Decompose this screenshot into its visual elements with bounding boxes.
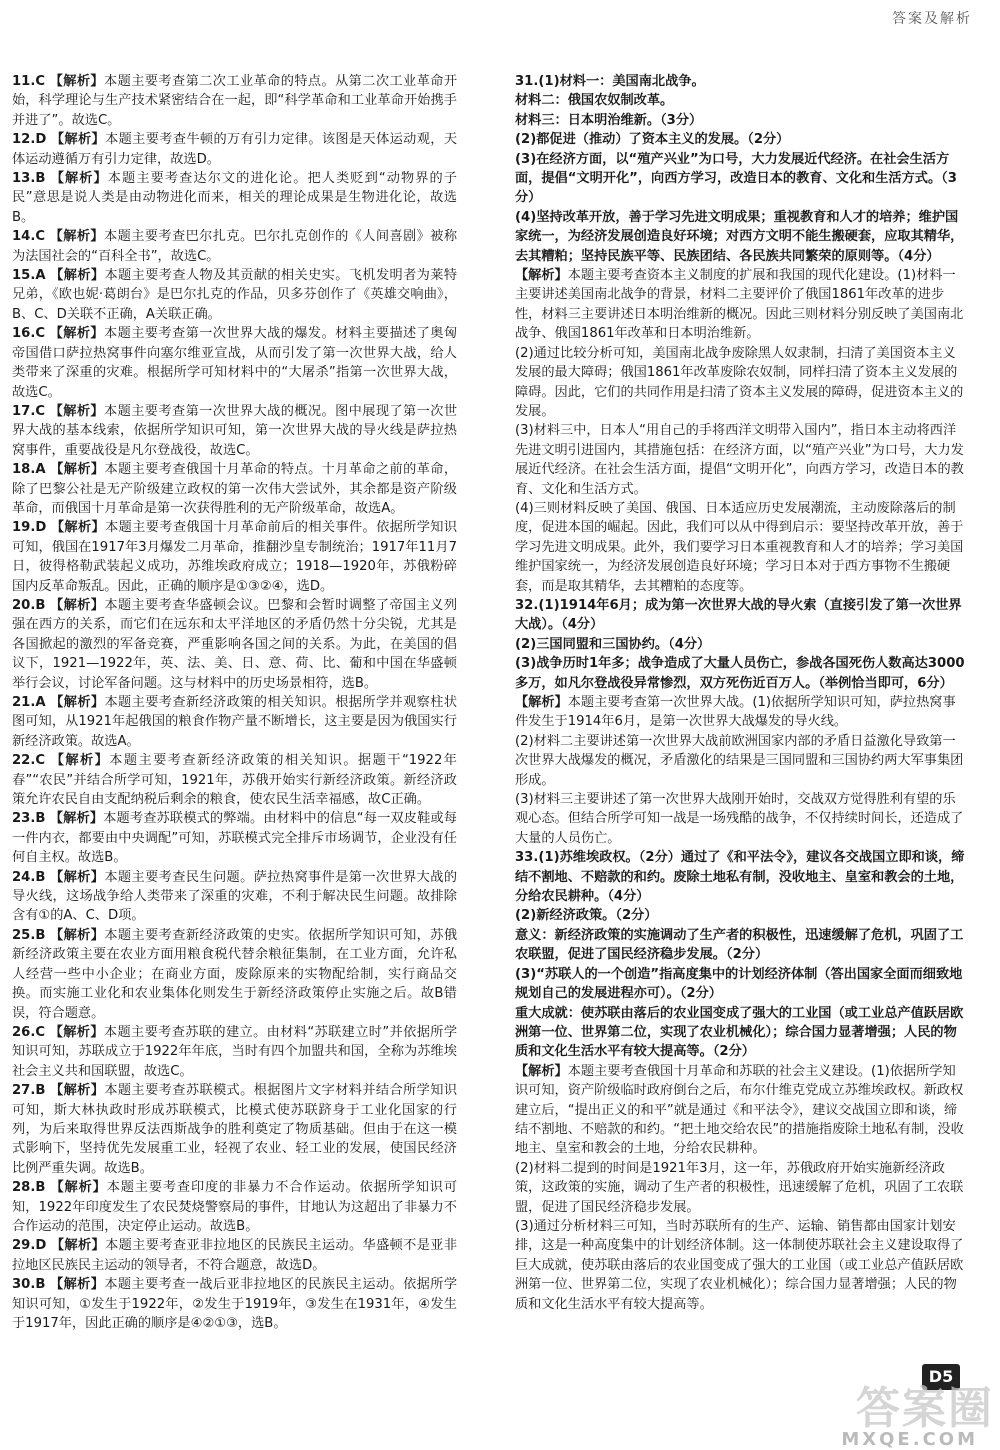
answer-text: (3)在经济方面，以“殖产兴业”为口号，大力发展近代经济。在社会生活方面，提倡“文明开化”，向西方学习，改造日本的教育、文化和生活方式。（3分）	[515, 151, 957, 206]
analysis-text: (2)材料二主要讲述第一次世界大战前欧洲国家内部的矛盾日益激化导致第一次世界大战爆发的概况，矛盾激化的结果是三国同盟和三国协约两大军事集团形成。	[515, 733, 964, 788]
watermark-logo: 答案圈	[856, 1383, 994, 1434]
analysis-text: 本题主要考查巴尔扎克。巴尔扎克创作的《人间喜剧》被称为法国社会的“百科全书”，故选C。	[12, 229, 458, 264]
right-column	[515, 72, 965, 1314]
analysis-text: 本题主要考查达尔文的进化论。把人类贬到“动物界的子民”意思是说人类是由动物进化而来，相关的理论成果是生物进化论，故选B。	[12, 171, 457, 225]
analysis-tag: 【解析】	[50, 132, 106, 148]
analysis-text: 本题主要考查新经济政策的史实。依据所学知识可知，苏俄新经济政策主要在农业方面用粮食税代替余粮征集制，在工业方面，允许私人经营一些中小企业；在商业方面，废除原来的实物配给制，实行商品交换。而实施工业化和农业集体化则发生于新经济政策停止实施之后。故B错误，符合题意。	[12, 927, 458, 1021]
analysis-tag: 【解析】	[50, 869, 105, 885]
analysis-paragraph	[515, 1159, 965, 1217]
answer-item	[12, 227, 457, 266]
analysis-tag: 【解析】	[50, 171, 108, 187]
answer-number: 21.A	[12, 695, 46, 710]
answer-item	[12, 1236, 457, 1275]
analysis-tag: 【解析】	[50, 753, 110, 769]
answer-text: (3)战争历时1年多；战争造成了大量人员伤亡，参战各国死伤人数高达3000多万，如凡尔登战役异常惨烈，双方死伤近百万人。（举例恰当即可，6分）	[515, 656, 965, 691]
answer-line	[515, 1004, 965, 1062]
analysis-tag: 【解析】	[49, 74, 105, 89]
answer-number: 29.D	[12, 1238, 47, 1254]
answer-item	[12, 693, 457, 751]
answer-item	[12, 1023, 457, 1081]
analysis-text: 本题主要考查亚非拉地区的民族民主运动。华盛顿不是亚非拉地区民族民主运动的领导者，不符合题意，故选D。	[12, 1238, 458, 1273]
answer-item	[12, 130, 457, 169]
analysis-text: 本题主要考查一战后亚非拉地区的民族民主运动。依据所学知识可知，①发生于1922年，②发生于1919年，③发生在1931年，④发生于1917年，因此正确的顺序是④②①③，选B。	[12, 1277, 458, 1331]
analysis-text: 本题主要考查华盛顿会议。巴黎和会暂时调整了帝国主义列强在西方的关系，而它们在远东和太平洋地区的矛盾仍然十分尖锐，尤其是各国掀起的激烈的军备竞赛，严重影响各国之间的关系。为此，在美国的倡议下，1921—1922年，英、法、美、日、意、荷、比、葡和中国在华盛顿举行会议，讨论军备问题。这与材料中的历史场景相符，选B。	[12, 597, 458, 691]
answer-text: (1)1914年6月；成为第一次世界大战的导火索（直接引发了第一次世界大战）。（4分）	[515, 597, 962, 633]
answer-number: 18.A	[12, 462, 46, 478]
left-column	[12, 72, 457, 1333]
answer-number: 20.B	[12, 597, 46, 613]
question-number: 33.	[515, 850, 539, 866]
answer-line	[515, 906, 965, 925]
answer-text: (2)三国同盟和三国协约。（4分）	[515, 636, 711, 652]
analysis-text: (2)材料二提到的时间是1921年3月，这一年，苏俄政府开始实施新经济政策，这政策的实施，调动了生产者的积极性，迅速缓解了危机，巩固了工农联盟，促进了国民经济稳步发展。	[515, 1160, 964, 1215]
analysis-paragraph	[515, 421, 965, 499]
answer-number: 19.D	[12, 520, 47, 536]
analysis-text: 本题主要考查人物及其贡献的相关史实。飞机发明者为莱特兄弟，《欧也妮·葛朗台》是巴尔扎克的作品，贝多芬创作了《英雄交响曲》，B、C、D关联不正确，A关联正确。	[12, 268, 458, 322]
answer-item	[12, 1178, 457, 1236]
analysis-text: 本题主要考查第二次工业革命的特点。从第二次工业革命开始，科学理论与生产技术紧密结合在一起，即“科学革命和工业革命开始携手并进了”。故选C。	[12, 74, 458, 128]
answer-item	[12, 596, 457, 693]
analysis-tag: 【解析】	[50, 520, 106, 536]
answer-item	[12, 926, 457, 1023]
answer-number: 22.C	[12, 753, 46, 769]
answer-line	[515, 596, 965, 635]
analysis-text: (3)材料三中，日本人“用自己的手将西洋文明带入国内”，指日本主动将西洋先进文明引进国内，其措施包括：在经济方面，以“殖产兴业”为口号，大力发展近代经济。在社会生活方面，提倡“文明开化”，向西方学习，改造日本的教育、文化和生活方式。	[515, 423, 964, 497]
analysis-text: 本题主要考查印度的非暴力不合作运动。依据所学知识可知，1922年印度发生了农民焚烧警察局的事件，甘地认为这超出了非暴力不合作运动的范围，决定停止运动。故选B。	[12, 1180, 458, 1234]
answer-text: (1)苏维埃政权。（2分）通过了《和平法令》，建议各交战国立即和谈，缔结不割地、不赔款的和约。废除土地私有制，没收地主、皇室和教会的土地，分给农民耕种。（4分）	[515, 850, 965, 905]
analysis-paragraph	[515, 790, 965, 848]
analysis-tag: 【解析】	[49, 811, 104, 827]
answer-text: (2)都促进（推动）了资本主义的发展。（2分）	[515, 132, 790, 148]
analysis-text: 本题主要考查苏联的建立。由材料“苏联建立时”并依据所学知识可知，苏联成立于1922年年底，当时有四个加盟共和国，全称为苏维埃社会主义共和国联盟，故选C。	[12, 1024, 458, 1079]
answer-item	[12, 266, 457, 324]
analysis-paragraph	[515, 344, 965, 422]
answer-number: 12.D	[12, 132, 47, 148]
answer-line	[515, 111, 965, 130]
answer-text: (3)“苏联人的一个创造”指高度集中的计划经济体制（答出国家全面而细致地规划自己的发展进程亦可）。（2分）	[515, 966, 963, 1002]
analysis-text: 本题主要考查第一次世界大战。(1)依据所学知识可知，萨拉热窝事件发生于1914年6月，是第一次世界大战爆发的导火线。	[515, 695, 956, 730]
answer-number: 11.C	[12, 74, 46, 89]
answer-number: 28.B	[12, 1180, 46, 1196]
answer-item	[12, 809, 457, 867]
answer-number: 16.C	[12, 326, 46, 342]
answer-text: 重大成就：使苏联由落后的农业国变成了强大的工业国（或工业总产值跃居欧洲第一位、世界第二位，实现了农业机械化）；综合国力显著增强；人民的物质和文化生活水平有较大提高等。（2分）	[515, 1005, 964, 1060]
analysis-tag: 【解析】	[49, 229, 105, 245]
answer-item	[12, 751, 457, 809]
answer-line	[515, 654, 965, 693]
answer-text: (1)材料一：美国南北战争。	[538, 74, 705, 89]
answer-line	[515, 150, 965, 208]
answer-number: 27.B	[12, 1083, 46, 1099]
analysis-tag: 【解析】	[50, 1180, 107, 1196]
answer-line	[515, 848, 965, 906]
analysis-tag: 【解析】	[50, 1277, 105, 1293]
answer-text: 意义：新经济政策的实施调动了生产者的积极性，迅速缓解了危机，巩固了工农联盟，促进了国民经济稳步发展。（2分）	[515, 927, 964, 963]
analysis-tag: 【解析】	[50, 1238, 106, 1254]
analysis-text: 本题主要考查新经济政策的相关知识。据题干“1922年春”“农民”并结合所学可知，1921年，苏俄开始实行新经济政策。新经济政策允许农民自由支配纳税后剩余的粮食，使农民生活幸福感，故C正确。	[12, 753, 457, 808]
answer-number: 25.B	[12, 927, 46, 943]
analysis-tag: 【解析】	[50, 927, 105, 943]
answer-item	[12, 169, 457, 227]
answer-line	[515, 91, 965, 110]
analysis-text: 本题主要考查新经济政策的相关知识。根据所学并观察柱状图可知，从1921年起俄国的粮食作物产量不断增长，这主要是因为俄国实行新经济政策。故选A。	[12, 695, 458, 749]
answer-item	[12, 402, 457, 460]
analysis-tag: 【解析】	[50, 597, 105, 613]
analysis-tag: 【解析】	[50, 462, 105, 478]
analysis-tag: 【解析】	[50, 268, 105, 284]
answer-number: 17.C	[12, 403, 46, 419]
answer-number: 14.C	[12, 229, 46, 245]
page-header-title: 答案及解析	[892, 11, 972, 27]
answer-number: 26.C	[12, 1024, 46, 1040]
page-number: D5	[922, 1364, 960, 1390]
answer-number: 15.A	[12, 268, 46, 284]
analysis-text: (4)三则材料反映了美国、俄国、日本适应历史发展潮流，主动废除落后的制度，促进本国的崛起。因此，我们可以从中得到启示：要坚持改革开放，善于学习先进文明成果。此外，我们要学习日本重视教育和人才的培养；学习美国维护国家统一，为经济发展创造良好环境；学习日本对于西方事物不生搬硬套，而是取其精华，去其糟粕的态度等。	[515, 500, 964, 594]
answer-item	[12, 72, 457, 130]
analysis-tag: 【解析】	[49, 326, 105, 342]
answer-number: 23.B	[12, 811, 46, 827]
analysis-text: 本题考查苏联模式的弊端。由材料中的信息“每一双皮鞋或每一件内衣，都要由中央调配”可知，苏联模式完全排斥市场调节，企业没有任何自主权。故选B。	[12, 811, 457, 866]
answer-text: 材料二：俄国农奴制改革。	[515, 93, 674, 109]
answer-text: (4)坚持改革开放，善于学习先进文明成果；重视教育和人才的培养；维护国家统一，为经济发展创造良好环境；对西方文明不能生搬硬套，应取其精华，去其糟粕；坚持民族平等、民族团结、各民族共同繁荣的原则等。（4分）	[515, 209, 964, 264]
question-number: 32.	[515, 597, 539, 613]
analysis-text: (2)通过比较分析可知，美国南北战争废除黑人奴隶制，扫清了美国资本主义发展的最大障碍；俄国1861年改革废除农奴制，同样扫清了资本主义发展的障碍。因此，它们的共同作用是扫清了资本主义发展的障碍，促进资本主义的发展。	[515, 345, 964, 419]
answer-item	[12, 518, 457, 596]
analysis-tag: 【解析】	[50, 1083, 105, 1099]
analysis-text: 本题主要考查俄国十月革命的特点。十月革命之前的革命，除了巴黎公社是无产阶级建立政权的第一次伟大尝试外，其余都是资产阶级革命，而俄国十月革命是第一次获得胜利的无产阶级革命，故选A。	[12, 462, 458, 516]
answer-line	[515, 130, 965, 149]
analysis-tag: 【解析】	[515, 268, 568, 284]
answer-number: 24.B	[12, 869, 46, 885]
analysis-text: 本题主要考查第一次世界大战的概况。图中展现了第一次世界大战的基本线索，依据所学知识可知，第一次世界大战的导火线是萨拉热窝事件，重要战役是凡尔登战役，故选C。	[12, 403, 458, 458]
analysis-paragraph	[515, 1217, 965, 1314]
answer-line	[515, 965, 965, 1004]
answer-item	[12, 324, 457, 402]
answer-line	[515, 72, 965, 91]
answer-text: 材料三：日本明治维新。（3分）	[515, 112, 703, 128]
analysis-paragraph	[515, 499, 965, 596]
analysis-text: 本题主要考查资本主义制度的扩展和我国的现代化建设。(1)材料一主要讲述美国南北战争的背景，材料二主要评价了俄国1861年改革的进步性，材料三主要讲述日本明治维新的概况。因此三则材料分别反映了美国南北战争、俄国1861年改革和日本明治维新。	[515, 268, 964, 342]
question-number: 31.	[515, 74, 539, 89]
analysis-paragraph	[515, 693, 965, 732]
answer-item	[12, 1275, 457, 1333]
answer-line	[515, 208, 965, 266]
watermark-url: MXQE.COM	[841, 1429, 978, 1450]
analysis-paragraph	[515, 732, 965, 790]
answer-item	[12, 460, 457, 518]
analysis-paragraph	[515, 266, 965, 344]
answer-number: 13.B	[12, 171, 46, 187]
analysis-text: 本题主要考查苏联模式。根据图片文字材料并结合所学知识可知，斯大林执政时形成苏联模式，比模式使苏联跻身于工业化国家的行列，为后来取得世界反法西斯战争的胜利奠定了物质基础。但由于在这一模式影响下，坚持优先发展重工业，轻视了农业、轻工业的发展，使国民经济比例严重失调。故选B。	[12, 1083, 458, 1176]
analysis-tag: 【解析】	[515, 1063, 568, 1079]
analysis-text: (3)通过分析材料三可知，当时苏联所有的生产、运输、销售都由国家计划安排，这是一种高度集中的计划经济体制。这一体制使苏联社会主义建设取得了巨大成就，使苏联由落后的农业国变成了强大的工业国（或工业总产值跃居欧洲第一位、世界第二位，实现了农业机械化）；综合国力显著增强；人民的物质和文化生活水平有较大提高等。	[515, 1218, 964, 1312]
answer-text: (2)新经济政策。（2分）	[515, 908, 658, 924]
analysis-paragraph	[515, 1062, 965, 1159]
analysis-tag: 【解析】	[515, 695, 568, 710]
answer-line	[515, 635, 965, 654]
analysis-text: 本题主要考查牛顿的万有引力定律。该图是天体运动观，天体运动遵循万有引力定律，故选D。	[12, 132, 458, 167]
analysis-tag: 【解析】	[50, 695, 105, 710]
analysis-tag: 【解析】	[49, 403, 105, 419]
analysis-tag: 【解析】	[49, 1024, 104, 1040]
answer-line	[515, 926, 965, 965]
analysis-text: 本题主要考查俄国十月革命前后的相关事件。依据所学知识可知，俄国在1917年3月爆发二月革命，推翻沙皇专制统治；1917年11月7日，彼得格勒武装起义成功，苏维埃政府成立；1918—1920年，苏俄粉碎国内反革命叛乱。因此，正确的顺序是①③②④，选D。	[12, 520, 458, 594]
analysis-text: 本题主要考查第一次世界大战的爆发。材料主要描述了奥匈帝国借口萨拉热窝事件向塞尔维亚宣战，从而引发了第一次世界大战，给人类带来了深重的灾难。根据所学可知材料中的“大屠杀”指第一次世界大战，故选C。	[12, 326, 458, 400]
analysis-text: 本题主要考查民生问题。萨拉热窝事件是第一次世界大战的导火线，这场战争给人类带来了深重的灾难，不利于解决民生问题。故排除含有①的A、C、D项。	[12, 869, 458, 924]
answer-item	[12, 1081, 457, 1178]
analysis-text: (3)材料三主要讲述了第一次世界大战刚开始时，交战双方觉得胜利有望的乐观心态。但结合所学可知一战是一场残酷的战争，不仅持续时间长，还造成了大量的人员伤亡。	[515, 792, 964, 846]
analysis-text: 本题主要考查俄国十月革命和苏联的社会主义建设。(1)依据所学知识可知，资产阶级临时政府倒台之后，布尔什维克党成立苏维埃政权。新政权建立后，“提出正义的和平”就是通过《和平法令》，建议交战国立即和谈，缔结不割地、不赔款的和约。“把土地交给农民”的措施指废除土地私有制，没收地主、皇室和教会的土地，分给农民耕种。	[515, 1063, 964, 1157]
answer-item	[12, 868, 457, 926]
answer-number: 30.B	[12, 1277, 46, 1293]
